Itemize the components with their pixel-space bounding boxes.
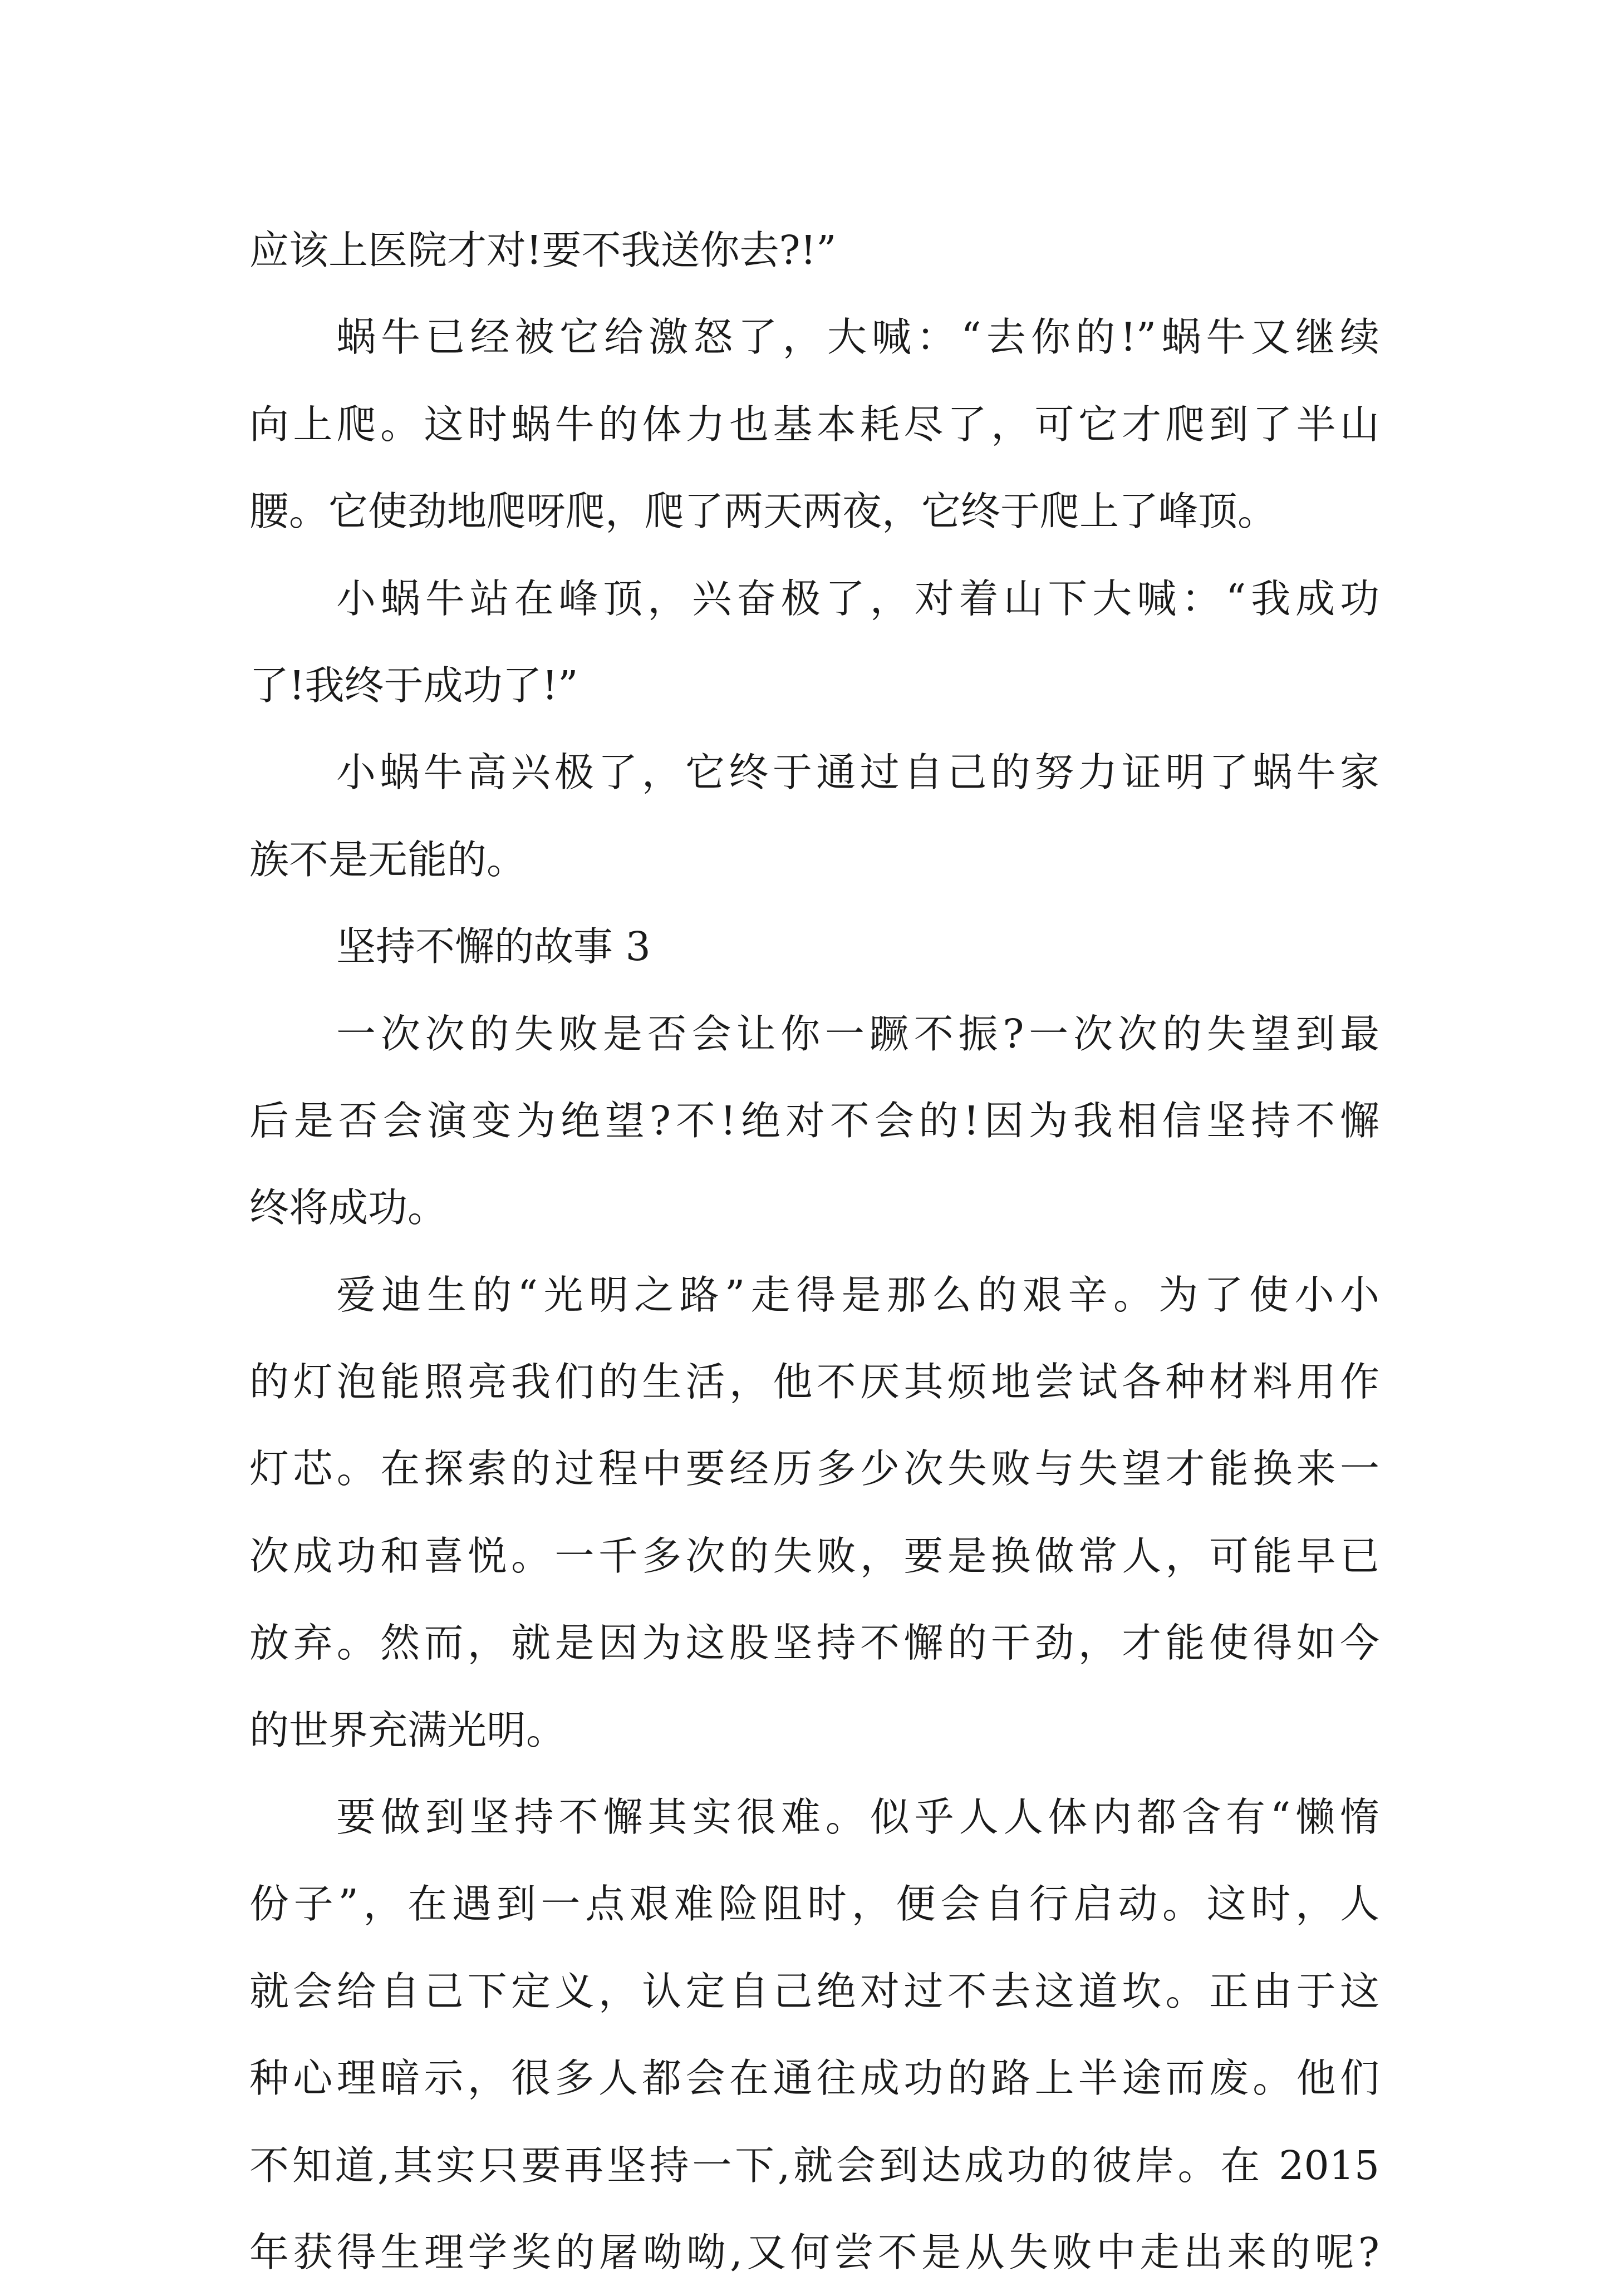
text-line: 爱迪生的“光明之路”走得是那么的艰辛。为了使小小 [336, 1271, 1379, 1318]
text-line: 向上爬。这时蜗牛的体力也基本耗尽了，可它才爬到了半山 [249, 401, 1379, 448]
text-line: 次成功和喜悦。一千多次的失败，要是换做常人，可能早已 [249, 1532, 1379, 1579]
section-heading: 坚持不懈的故事 3 [336, 923, 651, 970]
text-line: 灯芯。在探索的过程中要经历多少次失败与失望才能换来一 [249, 1446, 1379, 1492]
text-line: 小蜗牛高兴极了，它终于通过自己的努力证明了蜗牛家 [336, 749, 1379, 796]
text-line: 放弃。然而，就是因为这股坚持不懈的干劲，才能使得如今 [249, 1620, 1379, 1666]
text-line: 终将成功。 [249, 1184, 448, 1231]
text-line: 的世界充满光明。 [249, 1707, 566, 1753]
text-line: 就会给自己下定义，认定自己绝对过不去这道坎。正由于这 [249, 1968, 1379, 2014]
text-line: 后是否会演变为绝望?不!绝对不会的!因为我相信坚持不懈 [249, 1097, 1379, 1144]
document-body [249, 207, 1379, 2296]
text-line: 族不是无能的。 [249, 836, 527, 883]
text-line: 年获得生理学奖的屠呦呦,又何尝不是从失败中走出来的呢? [249, 2229, 1379, 2275]
text-line: 了!我终于成功了!” [249, 662, 578, 709]
text-line: 一次次的失败是否会让你一蹶不振?一次次的失望到最 [336, 1010, 1379, 1057]
text-line: 份子”，在遇到一点艰难险阻时，便会自行启动。这时，人 [249, 1881, 1379, 1928]
text-line: 小蜗牛站在峰顶，兴奋极了，对着山下大喊：“我成功 [336, 575, 1379, 622]
text-line: 蜗牛已经被它给激怒了，大喊：“去你的!”蜗牛又继续 [336, 314, 1379, 361]
text-line: 要做到坚持不懈其实很难。似乎人人体内都含有“懒惰 [336, 1794, 1379, 1841]
text-line: 应该上医院才对!要不我送你去?!” [249, 227, 837, 273]
text-line: 种心理暗示，很多人都会在通往成功的路上半途而废。他们 [249, 2055, 1379, 2102]
text-line: 腰。它使劲地爬呀爬，爬了两天两夜，它终于爬上了峰顶。 [249, 488, 1278, 535]
text-line: 的灯泡能照亮我们的生活，他不厌其烦地尝试各种材料用作 [249, 1359, 1379, 1405]
text-line: 不知道,其实只要再坚持一下,就会到达成功的彼岸。在 2015 [249, 2142, 1379, 2189]
